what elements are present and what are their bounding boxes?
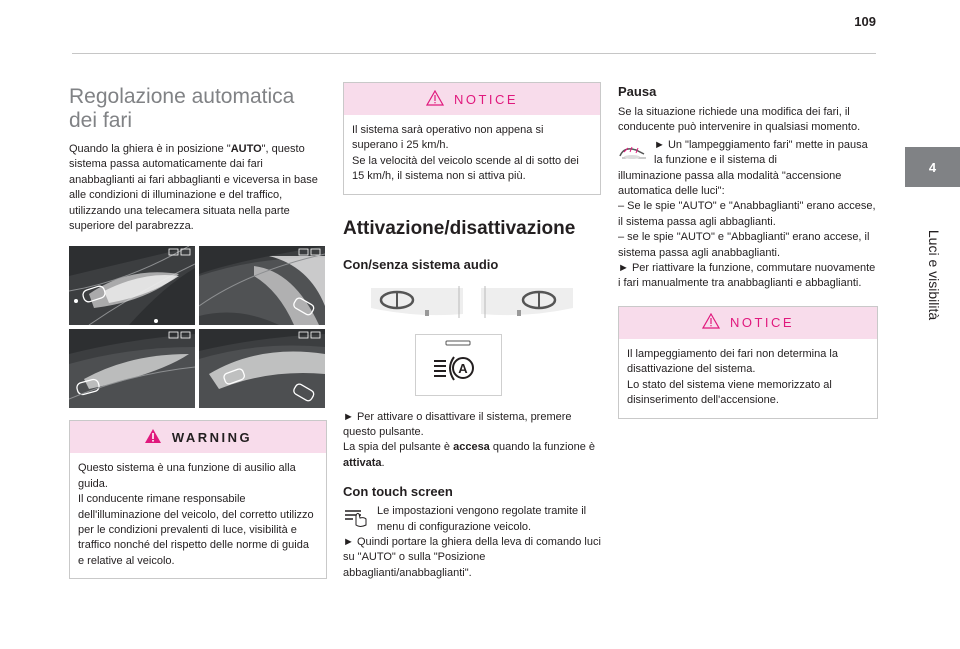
steering-illustrations (343, 284, 601, 320)
pausa-text-4: ► Per riattivare la funzione, commutare nuovamente i fari manualmente tra anabbaglianti e abbaglianti. (618, 262, 876, 290)
chapter-number: 4 (928, 159, 937, 175)
notice-title-2: NOTICE (729, 315, 795, 331)
headlamp-flash-icon (618, 140, 648, 164)
menu-hand-icon (343, 506, 371, 528)
illustration-night-road-4 (199, 329, 325, 408)
notice-triangle-icon (426, 90, 444, 109)
pausa-icon-text: ► Un "lampeggiamento fari" mette in pausa la funzione e il sistema di (654, 138, 868, 167)
pausa-icon-row (618, 138, 878, 169)
notice2-text-1: Il lampeggiamento dei fari non determina la disattivazione del sistema. (627, 347, 838, 376)
notice-box-2 (618, 306, 878, 419)
pausa-intro: Se la situazione richiede una modifica dei fari, il conducente può intervenire in qualsiasi momento. (618, 106, 861, 134)
warning-text-1: Questo sistema è una funzione di ausilio alla guida. (78, 462, 296, 490)
notice-title: NOTICE (453, 91, 519, 107)
svg-text:A: A (458, 360, 468, 376)
audio-subheading: Con/senza sistema audio (343, 256, 499, 272)
column-1 (69, 82, 327, 579)
intro-text-2: ", questo sistema passa automaticamente dai fari anabbaglianti ai fari abbaglianti e viceversa in base alle condizioni di illuminazione e del traffico, utilizzando una telecamera situata nella parte superiore del parabrezza. (69, 143, 318, 233)
activation-text-2: La spia del pulsante è (343, 441, 454, 454)
notice-header-2 (619, 307, 877, 339)
section-title: Regolazione automatica dei fari (69, 85, 295, 132)
pausa-heading: Pausa (618, 84, 657, 99)
pausa-text-2: – Se le spie "AUTO" e "Anabbaglianti" erano accese, il sistema passa agli abbaglianti. (618, 200, 876, 228)
activation-text-3: quando la funzione è (489, 441, 596, 454)
activation-accesa: accesa (453, 441, 490, 454)
activation-heading: Attivazione/disattivazione (343, 217, 576, 239)
intro-auto-bold: AUTO (230, 143, 262, 155)
warning-box (69, 420, 327, 579)
steering-wheel-icon (367, 284, 467, 320)
chapter-number-tab[interactable] (905, 147, 960, 187)
warning-title: WARNING (171, 429, 253, 445)
activation-text-1: ► Per attivare o disattivare il sistema, premere questo pulsante. (343, 410, 572, 439)
activation-paragraph (343, 410, 601, 472)
chapter-title-text: Luci e visibilità (926, 229, 943, 321)
column-3 (618, 82, 878, 419)
illustration-night-road-1 (69, 246, 195, 325)
intro-paragraph (69, 142, 327, 234)
touch-text-2: ► Quindi portare la ghiera della leva di comando luci su "AUTO" o sulla "Posizione abbaglianti/anabbaglianti". (343, 536, 601, 579)
column-2 (343, 82, 601, 581)
activation-text-4: . (381, 456, 385, 469)
chapter-title (910, 210, 958, 340)
notice-text-1: Il sistema sarà operativo non appena si superano i 25 km/h. (352, 124, 544, 152)
warning-text-2: Il conducente rimane responsabile dell'illuminazione del veicolo, del corretto utilizzo per le condizioni prevalenti di luce, visibilità e traffico nonché del rispetto delle norme di guida e relative al veicolo. (78, 493, 314, 567)
intro-text-1: Quando la ghiera è in posizione " (69, 143, 231, 155)
page-number: 109 (854, 14, 876, 29)
notice-text-2: Se la velocità del veicolo scende al di sotto dei 15 km/h, il sistema non si attiva più. (352, 154, 579, 183)
notice-triangle-icon (702, 313, 720, 332)
illustration-night-road-3 (69, 329, 195, 408)
illustration-grid (69, 246, 325, 408)
auto-high-beam-button[interactable] (415, 334, 502, 396)
warning-triangle-icon (144, 428, 162, 447)
activation-attivata: attivata (343, 456, 382, 469)
touch-subheading: Con touch screen (343, 484, 453, 500)
notice-box-1 (343, 82, 601, 195)
warning-header (70, 421, 326, 453)
pausa-text-1: illuminazione passa alla modalità "accensione automatica delle luci": (618, 169, 842, 198)
auto-high-beam-icon (416, 335, 501, 395)
illustration-night-road-2 (199, 246, 325, 325)
pausa-text-3: – se le spie "AUTO" e "Abbaglianti" erano accese, il sistema passa agli anabbaglianti. (618, 231, 870, 259)
touch-text: Le impostazioni vengono regolate tramite il menu di configurazione veicolo. (377, 505, 587, 533)
header-divider (72, 53, 876, 54)
notice2-text-2: Lo stato del sistema viene memorizzato al disinserimento dell'accensione. (627, 378, 832, 407)
touch-row (343, 504, 601, 535)
notice-header (344, 83, 600, 115)
steering-wheel-icon (477, 284, 577, 320)
